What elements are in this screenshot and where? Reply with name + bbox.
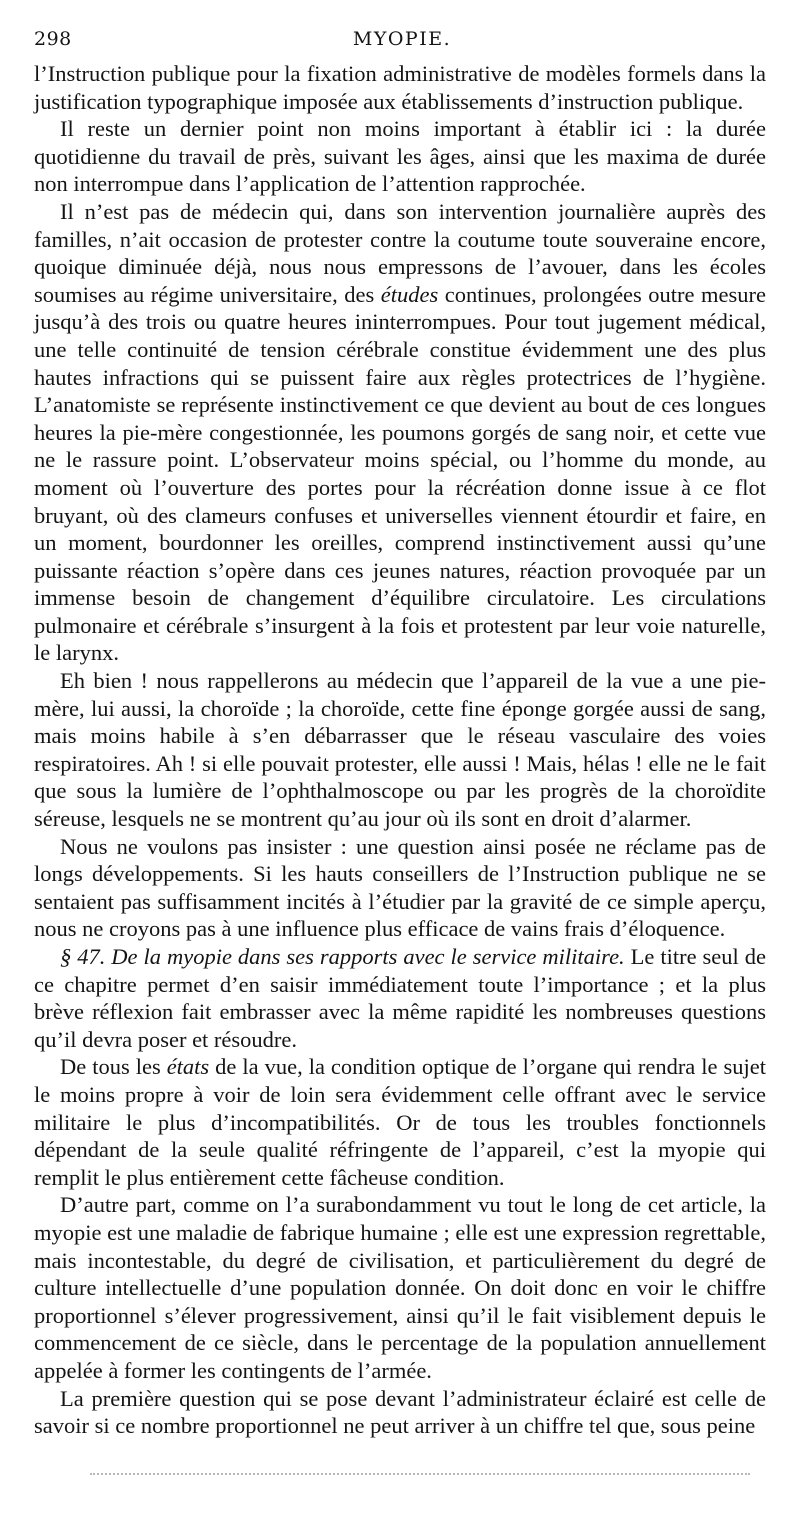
bleed-through-rule [90,1473,750,1475]
paragraph [34,943,766,1053]
paragraph: Nous ne voulons pas insister : une question ainsi posée ne réclame pas de longs développements. Si les hauts conseillers de l’Instruction publique ne se sentaient pas suffisamment incités à l’étudier par la gravité de ce simple aperçu, nous ne croyons pas à une influence plus efficace de vains frais d’éloquence. [34,833,766,942]
running-title: MYOPIE. [352,28,452,50]
paragraph: l’Instruction publique pour la fixation administrative de modèles formels dans la justification typographique imposée aux établissements d’instruction publique. [34,61,766,114]
paragraph-text: de la vue, la condition optique de l’organe qui rendra le sujet le moins propre à voir de loin sera évidemment celle offrant avec le service militaire le plus d’incompatibilités. Or de tous les troubles fonctionnels dépendant de la seule qualité réfringente de l’appareil, c’est la myopie qui remplit le plus entièrement cette fâcheuse condition. [34,1054,766,1190]
paragraph: Eh bien ! nous rappellerons au médecin que l’appareil de la vue a une pie-mère, lui aussi, la choroïde ; la choroïde, cette fine éponge gorgée aussi de sang, mais moins habile à s’en débarrasser que le réseau vasculaire des voies respiratoires. Ah ! si elle pouvait protester, elle aussi ! Mais, hélas ! elle ne le fait que sous la lumière de l’ophthalmoscope ou par les progrès de la choroïdite séreuse, lesquels ne se montrent qu’au jour où ils sont en droit d’alarmer. [34,668,766,832]
emphasized-word: études [380,281,439,307]
paragraph: Il reste un dernier point non moins important à établir ici : la durée quotidienne du travail de près, suivant les âges, ainsi que les maxima de durée non interrompue dans l’application de l’attention rapprochée. [34,116,766,197]
emphasized-word: états [166,1054,210,1080]
section-heading: § 47. De la myopie dans ses rapports avec le service militaire. [60,944,625,969]
paragraph-text: Le titre seul de ce chapitre permet d’en saisir immédiatement toute l’importance ; et la plus brève réflexion fait embrasser avec la même rapidité les nombreuses questions qu’il devra poser et résoudre. [34,944,766,1052]
paragraph-text: De tous les [60,1054,167,1080]
paragraph: D’autre part, comme on l’a surabondamment vu tout le long de cet article, la myopie est une maladie de fabrique humaine ; elle est une expression regrettable, mais incontestable, du degré de civilisation, et particulièrement du degré de culture intellectuelle d’une population donnée. On doit donc en voir le chiffre proportionnel s’élever progressivement, ainsi qu’il le fait visiblement depuis le commencement de ce siècle, dans le percentage de la population annuellement appelée à former les contingents de l’armée. [34,1192,766,1383]
page-number: 298 [34,28,72,50]
paragraph [34,1053,766,1191]
paragraph: La première question qui se pose devant l’administrateur éclairé est celle de savoir si ce nombre proportionnel ne peut arriver à un chiffre tel que, sous peine [34,1385,766,1439]
body-text [34,60,766,1440]
paragraph-text: continues, prolongées outre mesure jusqu’à des trois ou quatre heures ininterrompues. Pour tout jugement médical, une telle continuité de tension cérébrale constitue évidemment une des plus hautes infractions qui se puissent faire aux règles protectrices de l’hygiène. L’anatomiste se représente instinctivement ce que devient au bout de ces longues heures la pie-mère congestionnée, les poumons gorgés de sang noir, et cette vue ne le rassure point. L’observateur moins spécial, ou l’homme du monde, au moment où l’ouverture des portes pour la récréation donne issue à ce flot bruyant, où des clameurs confuses et universelles viennent étourdir et faire, en un moment, bourdonner les oreilles, comprend instinctivement aussi qu’une puissante réaction s’opère dans ces jeunes natures, réaction provoquée par un immense besoin de changement d’équilibre circulatoire. Les circulations pulmonaire et cérébrale s’insurgent à la fois et protestent par leur voie naturelle, le larynx. [34,281,766,666]
paragraph-text: Il n’est pas de médecin qui, dans son intervention journalière auprès des familles, n’ait occasion de protester contre la coutume toute souveraine encore, quoique diminuée déjà, nous nous empressons de l’avouer, dans les écoles soumises au régime universitaire, des [34,198,766,307]
paragraph [34,198,766,667]
page-header [34,28,770,56]
